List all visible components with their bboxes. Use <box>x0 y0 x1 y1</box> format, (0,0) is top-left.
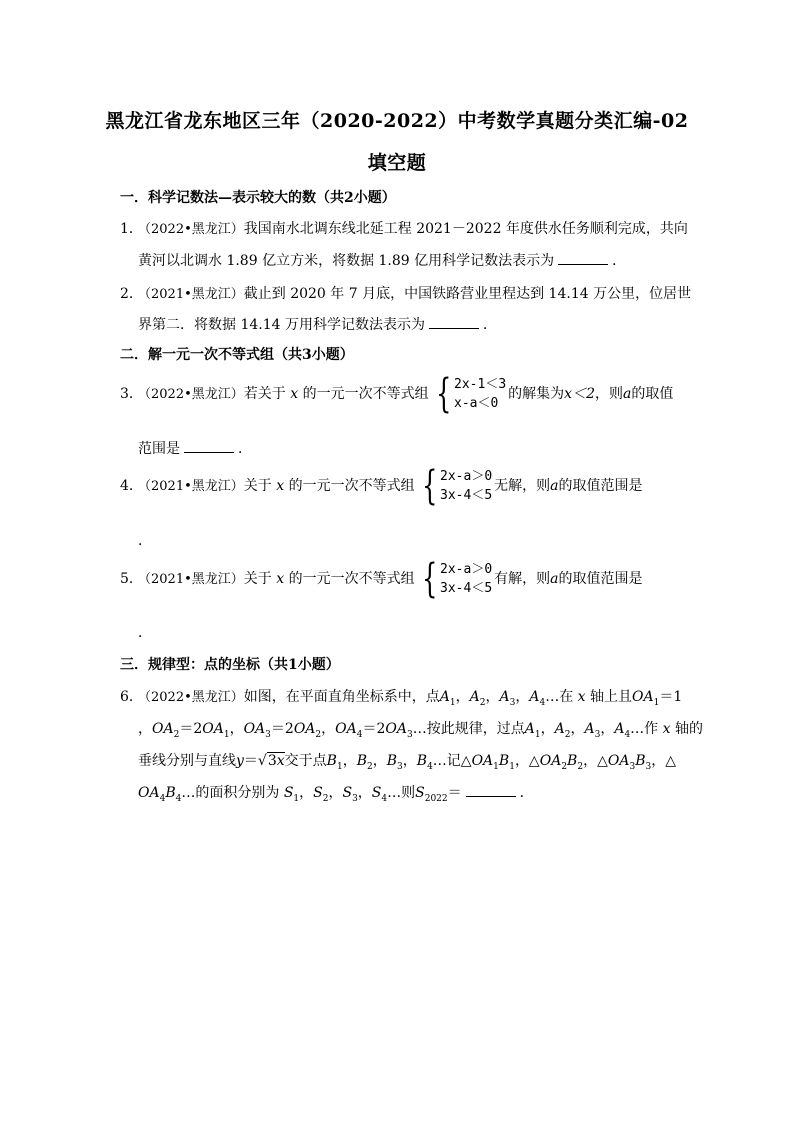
page-subtitle: 填空题 <box>367 152 427 174</box>
question-text: 有解，则 <box>494 571 551 587</box>
inequality-2: 3x-4＜5 <box>440 581 493 596</box>
question-text: 的一元一次不等式组 <box>302 386 429 402</box>
question-text: 垂线分别与直线 <box>138 753 236 769</box>
question-text: 截止到 2020 年 7 月底，中国铁路营业里程达到 14.14 万公里，位居世 <box>243 286 692 302</box>
left-brace-icon: { <box>435 371 451 417</box>
question-source: （2021•黑龙江） <box>138 479 244 494</box>
question-text: 的一元一次不等式组 <box>288 478 415 494</box>
variable-x: x <box>290 386 299 402</box>
question-text: ＝1 <box>659 689 683 705</box>
question-text: 的取值范围是 <box>558 571 643 587</box>
punctuation: ． <box>238 441 252 457</box>
question-2-line-1 <box>120 283 691 303</box>
question-text: 黄河以北调水 1.89 亿立方米，将数据 1.89 亿用科学记数法表示为 <box>138 253 555 269</box>
question-text: 轴的 <box>674 721 703 737</box>
question-text: 无解，则 <box>494 478 551 494</box>
question-1-line-2 <box>138 250 626 270</box>
section-heading-3: 三．规律型：点的坐标（共1小题） <box>120 657 340 673</box>
question-text: …作 <box>630 721 659 737</box>
question-6-line-1: 6．（2022•黑龙江）如图，在平面直角坐标系中，点$A_1$，$A_2$，$A_3$，$A_4\dots$在 x 轴上且$OA_1=1$ <box>120 686 682 708</box>
question-number: 3． <box>120 386 143 402</box>
sqrt-expression: √ 3x <box>257 753 285 769</box>
question-text: 的取值范围是 <box>558 478 643 494</box>
left-brace-icon: { <box>421 556 437 602</box>
answer-placeholder[interactable]: ． <box>138 533 152 549</box>
question-text: 我国南水北调东线北延工程 2021－2022 年度供水任务顺利完成，共向 <box>243 221 688 237</box>
question-text: 关于 <box>243 571 272 587</box>
page-title: 黑龙江省龙东地区三年（2020-2022）中考数学真题分类汇编-02 <box>105 110 689 132</box>
variable-a: a <box>550 478 559 494</box>
question-number: 5． <box>120 571 143 587</box>
question-text: 界第二．将数据 14.14 万用科学记数法表示为 <box>138 317 425 333</box>
question-text: 的一元一次不等式组 <box>288 571 415 587</box>
question-3-line-2 <box>138 438 252 458</box>
question-5-line-2 <box>138 622 152 642</box>
inequality-1: 2x-a＞0 <box>440 562 493 577</box>
solution-condition: x＜2 <box>564 386 595 402</box>
answer-blank[interactable] <box>558 252 608 265</box>
question-source: （2022•黑龙江） <box>138 222 244 237</box>
inequality-system <box>417 556 493 602</box>
question-source: （2021•黑龙江） <box>138 572 244 587</box>
question-4-line-2 <box>138 530 152 550</box>
inequality-1: 2x-a＞0 <box>440 469 493 484</box>
question-text: 的取值 <box>631 386 674 402</box>
question-source: （2022•黑龙江） <box>138 387 244 402</box>
inequality-system <box>417 463 493 509</box>
inequality-system <box>431 371 507 417</box>
variable-a: a <box>622 386 632 402</box>
punctuation: ． <box>482 317 497 333</box>
question-number: 1． <box>120 221 143 237</box>
left-brace-icon: { <box>421 463 437 509</box>
question-number: 2． <box>120 286 143 302</box>
inequality-2: 3x-4＜5 <box>440 488 493 503</box>
question-2-line-2 <box>138 314 497 334</box>
variable-x: x <box>276 571 285 587</box>
question-text: ， <box>138 721 152 737</box>
question-text: 轴上且 <box>590 689 633 705</box>
question-3-line-1 <box>120 371 674 417</box>
question-text: 交于点 <box>284 753 327 769</box>
question-text: …的面积分别为 <box>181 785 280 801</box>
inequality-2: x-a＜0 <box>454 396 499 411</box>
question-6-line-4: $OA_4B_4\dots$的面积分别为 $S_1$，$S_2$，$S_3$，$S_4\dots$则$S_{2022}=$ ． <box>138 785 534 804</box>
question-text: …在 <box>545 689 574 705</box>
question-text: 关于 <box>243 478 272 494</box>
question-5-line-1 <box>120 556 643 602</box>
answer-blank[interactable] <box>429 316 479 329</box>
question-text: ，则 <box>594 386 623 402</box>
variable-x: x <box>276 478 285 494</box>
variable-a: a <box>550 571 559 587</box>
question-text: 如图，在平面直角坐标系中，点 <box>243 689 440 705</box>
question-text: …按此规律，过点 <box>412 721 525 737</box>
inequality-1: 2x-1＜3 <box>454 377 507 392</box>
question-text: ＝ <box>447 785 462 801</box>
question-source: （2022•黑龙江） <box>138 690 244 705</box>
question-text: …则 <box>387 785 416 801</box>
punctuation: ． <box>519 785 534 801</box>
question-text: ＝2 <box>179 721 203 737</box>
question-source: （2021•黑龙江） <box>138 287 244 302</box>
question-6-line-3: 垂线分别与直线y＝√ 3x 交于点$B_1$，$B_2$，$B_3$，$B_4\dots$记$\triangle OA_1B_1$，$\triangle OA_2B_2$，$\triangle OA_3B_3$，△ <box>138 753 676 772</box>
question-4-line-1 <box>120 463 643 509</box>
section-heading-1: 一．科学记数法—表示较大的数（共2小题） <box>120 190 396 206</box>
question-6-line-2: ，$OA_2=2OA_1$，$OA_3=2OA_2$，$OA_4=2OA_3\dots$按此规律，过点$A_1$，$A_2$，$A_3$，$A_4\dots$作 x 轴的 <box>138 721 703 740</box>
question-text: 的解集为 <box>508 386 565 402</box>
answer-blank[interactable] <box>184 440 234 453</box>
question-text: 范围是 <box>138 441 180 457</box>
question-number: 4． <box>120 478 143 494</box>
question-text: …记△ <box>432 753 472 769</box>
question-text: 若关于 <box>243 386 286 402</box>
answer-blank[interactable] <box>466 784 516 797</box>
question-1-line-1 <box>120 218 688 238</box>
section-heading-2: 二．解一元一次不等式组（共3小题） <box>120 347 354 363</box>
question-number: 6． <box>120 689 143 705</box>
answer-placeholder[interactable]: ． <box>138 625 152 641</box>
punctuation: ． <box>612 253 627 269</box>
